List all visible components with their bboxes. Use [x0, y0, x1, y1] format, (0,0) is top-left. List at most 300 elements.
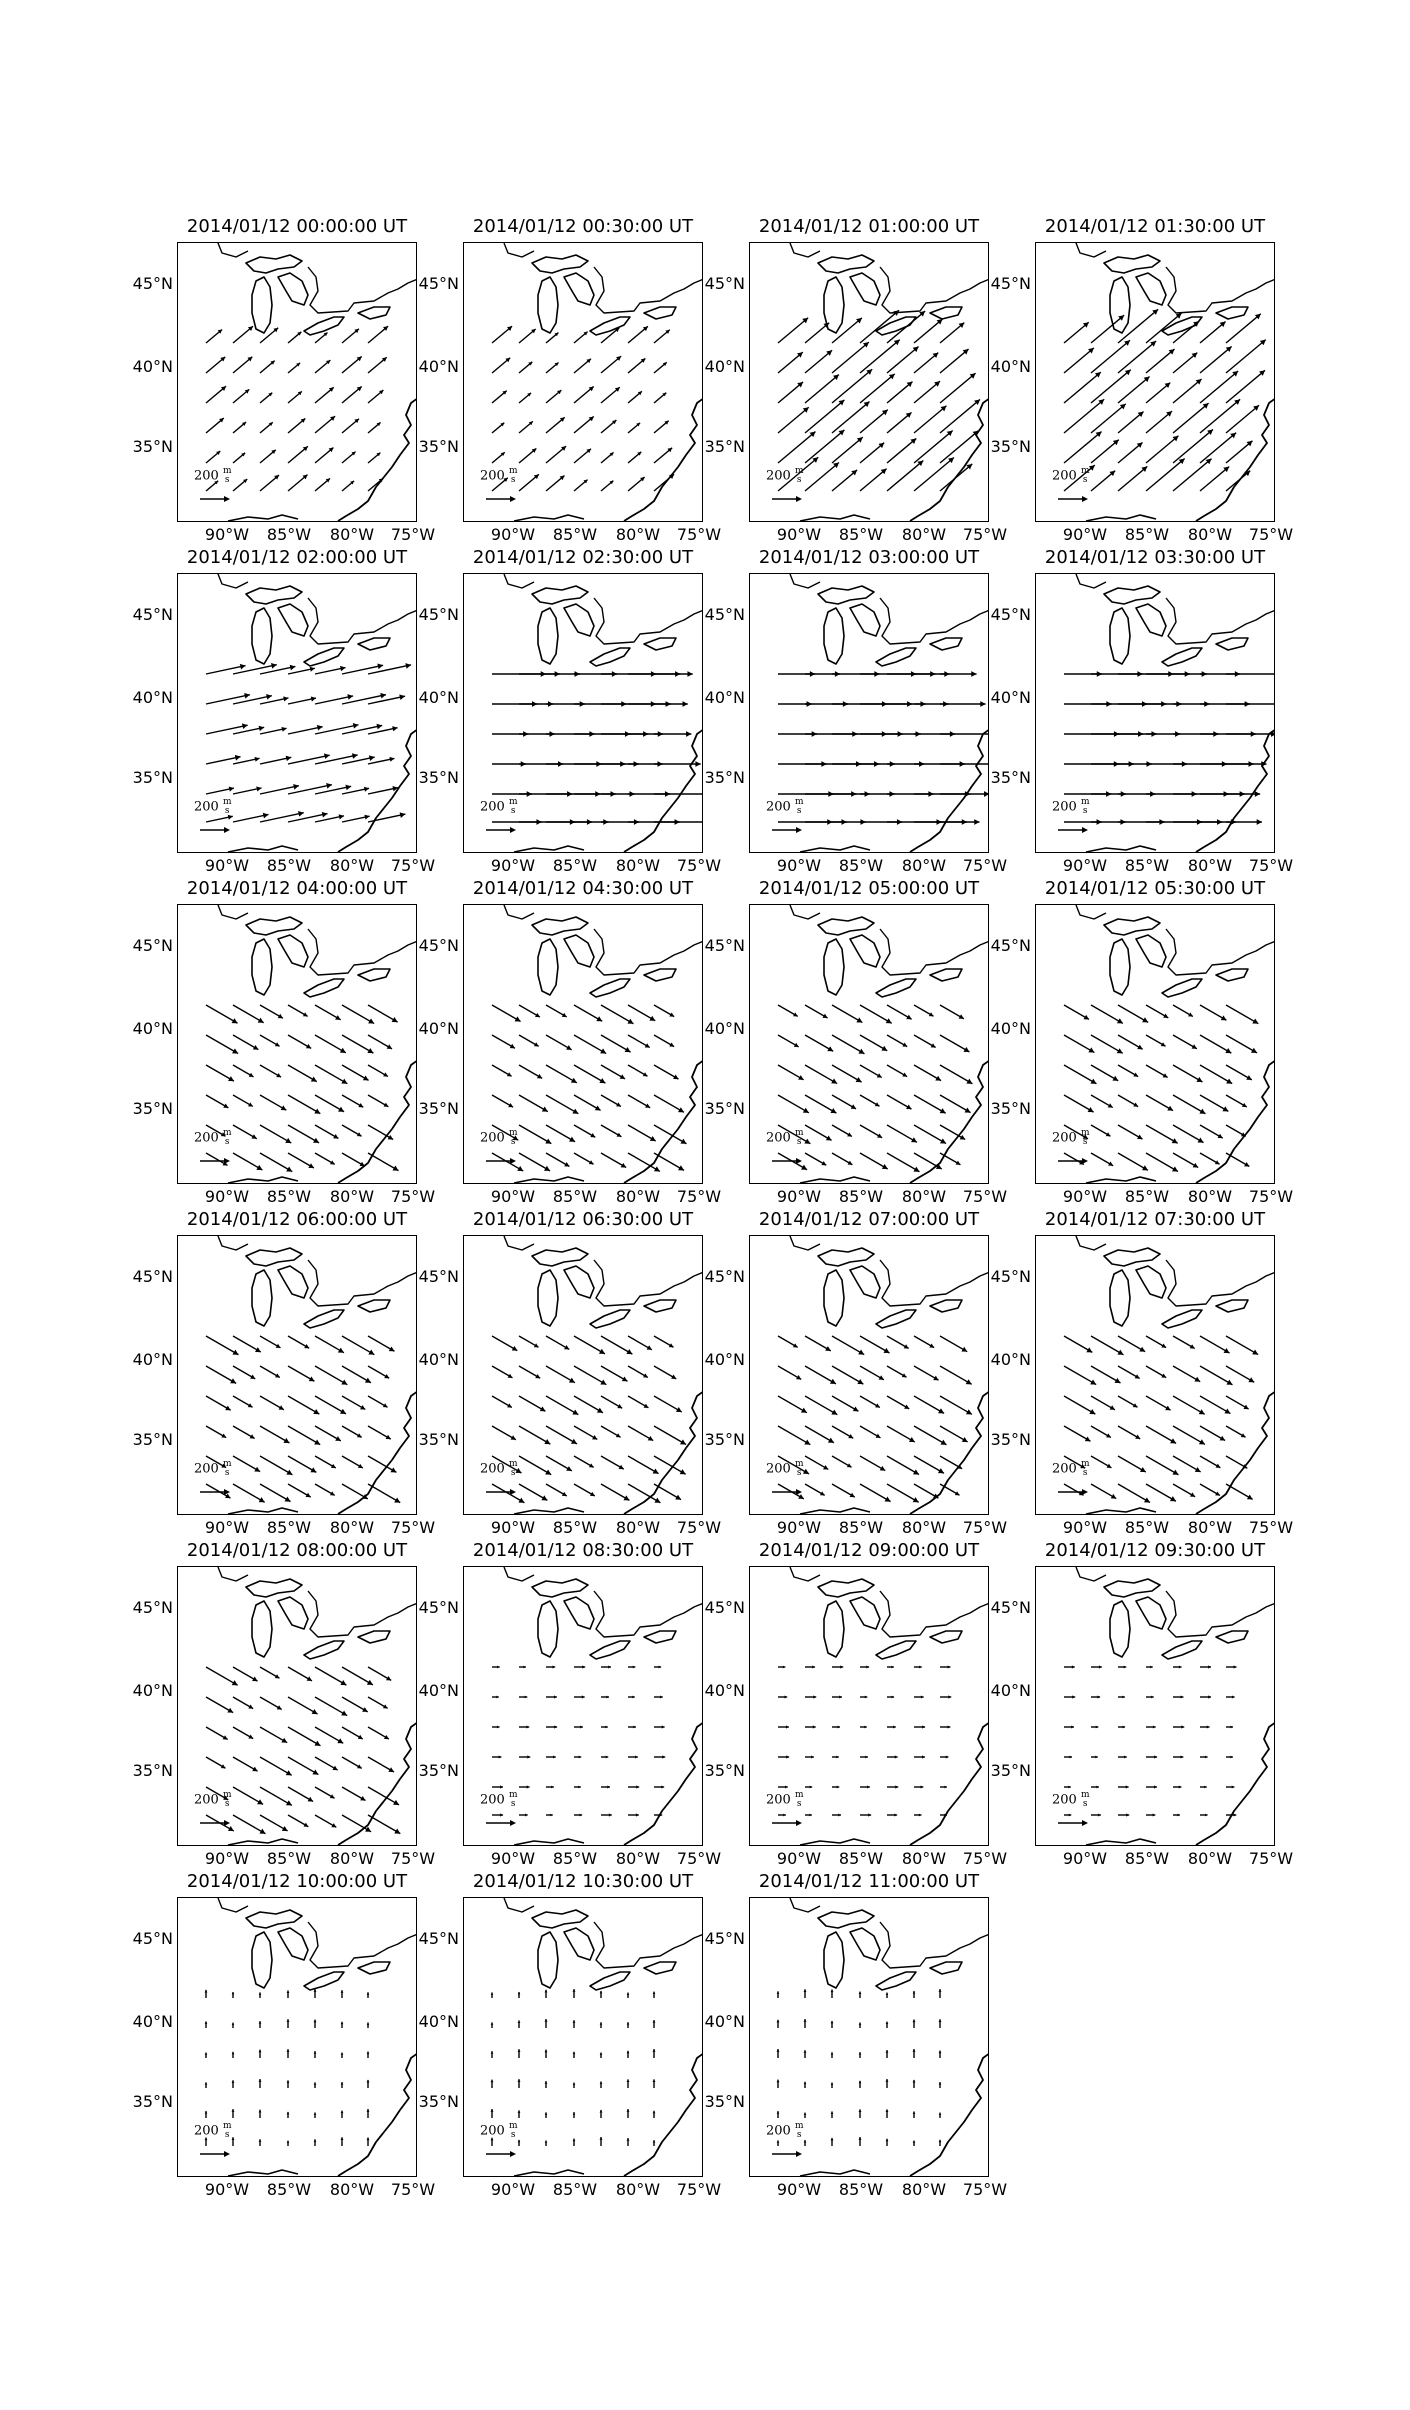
scale-label: [766, 2122, 804, 2140]
lon-tick-label: 90°W: [490, 2180, 536, 2199]
scale-unit-den: s: [510, 2130, 516, 2140]
scale-value: 200: [194, 468, 219, 484]
wind-vector-head: [859, 2081, 862, 2084]
wind-vector-head: [259, 2079, 262, 2082]
wind-vector: [288, 1125, 319, 1143]
coastline: [1196, 1391, 1275, 1514]
wind-vector-head: [895, 1785, 898, 1788]
wind-vector: [805, 1065, 837, 1084]
wind-vector-head: [518, 2049, 521, 2052]
lon-tick-label: 80°W: [615, 525, 661, 544]
scale-unit: [1081, 467, 1090, 485]
wind-vector: [315, 1667, 346, 1685]
lake-outline: [1104, 1579, 1160, 1597]
lake-outline: [644, 1300, 676, 1312]
scale-label: [766, 1460, 804, 1478]
lon-tick-label: 75°W: [962, 2180, 1008, 2199]
lon-tick-label: 75°W: [390, 525, 436, 544]
wind-vector-head: [290, 665, 296, 671]
land-border: [218, 1236, 417, 1306]
lake-outline: [644, 1631, 676, 1643]
wind-vector: [940, 1396, 972, 1414]
lake-outline: [818, 1910, 874, 1928]
wind-vector: [206, 1336, 238, 1355]
wind-vector-head: [376, 724, 382, 730]
lon-tick-label: 90°W: [490, 1518, 536, 1537]
wind-vector-head: [1095, 1756, 1097, 1759]
lake-outline: [850, 604, 880, 636]
panel-title: 2014/01/12 09:00:00 UT: [758, 1540, 980, 1561]
lake-outline: [876, 648, 916, 666]
wind-vector-head: [1096, 1726, 1099, 1729]
wind-vector-head: [287, 2049, 290, 2052]
scale-unit: [223, 467, 232, 485]
wind-vector-head: [259, 2050, 262, 2053]
scale-value: 200: [480, 2123, 505, 2139]
lat-tick-label: 45°N: [990, 605, 1031, 624]
land-border: [790, 1898, 989, 1968]
gulf-coastline: [514, 846, 584, 852]
lat-tick-label: 45°N: [418, 1598, 459, 1617]
scale-label: [766, 1129, 804, 1147]
scale-value: 200: [766, 1461, 791, 1477]
scale-value: 200: [766, 1792, 791, 1808]
scale-unit-den: s: [796, 1468, 802, 1478]
scale-value: 200: [1052, 799, 1077, 815]
wind-vector: [260, 1153, 292, 1172]
lat-tick-label: 35°N: [418, 1430, 459, 1449]
lake-outline: [538, 939, 558, 995]
wind-vector-head: [891, 1666, 893, 1669]
wind-vector-head: [777, 1991, 780, 1993]
wind-vector-head: [573, 2112, 576, 2114]
wind-vector-head: [314, 2051, 317, 2053]
wind-vector-head: [232, 2080, 235, 2083]
scale-unit: [223, 1460, 232, 1478]
wind-vector: [368, 814, 405, 822]
lat-tick-label: 35°N: [704, 1099, 745, 1118]
lake-outline: [824, 608, 844, 664]
wind-vector-head: [785, 1785, 788, 1788]
wind-vector-head: [659, 1666, 662, 1669]
wind-vector: [546, 1095, 578, 1114]
scale-unit-num: m: [794, 2121, 804, 2131]
wind-vector: [832, 1336, 864, 1355]
scale-arrow-head: [796, 827, 802, 833]
panel-title: 2014/01/12 00:30:00 UT: [472, 216, 694, 237]
lon-tick-label: 75°W: [390, 1849, 436, 1868]
lat-tick-label: 45°N: [418, 605, 459, 624]
wind-vector: [1200, 467, 1229, 491]
scale-unit-den: s: [510, 475, 516, 485]
wind-vector-head: [864, 1726, 866, 1729]
wind-vector: [368, 1153, 398, 1171]
lat-tick-label: 35°N: [418, 2092, 459, 2111]
scale-arrow-head: [510, 1489, 516, 1495]
lon-tick-label: 75°W: [676, 1187, 722, 1206]
lake-outline: [1216, 638, 1248, 650]
map-panel: [749, 1897, 989, 2177]
wind-vector-head: [984, 791, 989, 797]
lon-tick-label: 90°W: [1062, 1187, 1108, 1206]
wind-vector-head: [1177, 1814, 1179, 1817]
wind-vector: [260, 1456, 292, 1475]
lake-outline: [824, 939, 844, 995]
lake-outline: [564, 935, 594, 967]
scale-arrow-head: [796, 496, 802, 502]
wind-vector-head: [662, 1725, 665, 1728]
lat-tick-label: 40°N: [418, 688, 459, 707]
wind-vector-head: [367, 2109, 370, 2112]
scale-label: [194, 1791, 232, 1809]
lake-outline: [818, 255, 874, 273]
scale-label: [480, 2122, 518, 2140]
scale-unit: [223, 1791, 232, 1809]
wind-vector: [233, 1005, 264, 1023]
lon-tick-label: 90°W: [776, 1849, 822, 1868]
wind-vector-head: [1124, 1756, 1127, 1759]
wind-vector-head: [627, 2022, 630, 2024]
lake-outline: [538, 1601, 558, 1657]
lon-tick-label: 90°W: [490, 525, 536, 544]
lake-outline: [850, 935, 880, 967]
wind-vector-head: [886, 2109, 889, 2112]
panel-title: 2014/01/12 07:30:00 UT: [1044, 1209, 1266, 1230]
lon-tick-label: 80°W: [615, 856, 661, 875]
lat-tick-label: 45°N: [132, 605, 173, 624]
wind-vector-head: [922, 1725, 925, 1728]
wind-vector: [315, 1697, 347, 1716]
lon-tick-label: 75°W: [962, 525, 1008, 544]
map-panel: [1035, 1566, 1275, 1846]
lat-tick-label: 40°N: [418, 2012, 459, 2031]
wind-vector-head: [341, 2137, 344, 2140]
lake-outline: [246, 1910, 302, 1928]
scale-unit: [509, 2122, 518, 2140]
lake-outline: [252, 1601, 272, 1657]
coastline: [910, 2053, 989, 2176]
lon-tick-label: 85°W: [266, 1849, 312, 1868]
wind-vector-head: [314, 2082, 317, 2084]
wind-vector-head: [831, 2138, 834, 2141]
wind-vector-head: [341, 1990, 344, 1993]
wind-vector: [546, 1426, 577, 1444]
gulf-coastline: [1086, 846, 1156, 852]
map-panel: [463, 1566, 703, 1846]
coastline: [624, 398, 703, 521]
wind-vector-head: [886, 2050, 889, 2053]
wind-vector: [1226, 370, 1265, 403]
wind-vector-head: [1123, 1726, 1126, 1729]
wind-vector-head: [545, 2019, 548, 2022]
scale-arrow-head: [796, 1158, 802, 1164]
lon-tick-label: 80°W: [901, 856, 947, 875]
wind-vector-head: [607, 1786, 610, 1789]
wind-vector-head: [804, 2050, 807, 2053]
scale-unit-den: s: [796, 2130, 802, 2140]
lat-tick-label: 35°N: [990, 1099, 1031, 1118]
wind-vector: [805, 1366, 836, 1384]
wind-vector-head: [811, 1756, 814, 1759]
scale-unit: [1081, 1791, 1090, 1809]
wind-vector-head: [367, 2080, 370, 2083]
lake-outline: [644, 638, 676, 650]
lon-tick-label: 85°W: [552, 856, 598, 875]
lat-tick-label: 35°N: [990, 437, 1031, 456]
wind-vector-head: [859, 1992, 862, 1994]
scale-unit-num: m: [222, 1790, 232, 1800]
scale-unit-den: s: [796, 1799, 802, 1809]
scale-unit-num: m: [222, 797, 232, 807]
gulf-coastline: [514, 1508, 584, 1514]
wind-vector-head: [804, 2082, 807, 2084]
wind-vector-head: [1068, 1786, 1070, 1789]
scale-unit: [795, 1791, 804, 1809]
lon-tick-label: 85°W: [838, 525, 884, 544]
wind-vector-head: [838, 1814, 841, 1817]
wind-vector-head: [282, 727, 287, 732]
lake-outline: [304, 979, 344, 997]
wind-vector: [1091, 1336, 1123, 1355]
land-border: [504, 1567, 703, 1637]
wind-vector: [1173, 1396, 1205, 1414]
wind-vector: [805, 350, 832, 373]
lake-outline: [818, 1579, 874, 1597]
scale-value: 200: [1052, 1792, 1077, 1808]
lon-tick-label: 75°W: [676, 856, 722, 875]
wind-vector: [206, 1005, 238, 1023]
scale-value: 200: [194, 2123, 219, 2139]
wind-vector-head: [786, 1755, 789, 1758]
wind-vector-head: [1233, 1813, 1236, 1816]
wind-vector-head: [1181, 1755, 1184, 1758]
wind-vector: [940, 373, 976, 403]
lon-tick-label: 80°W: [329, 1849, 375, 1868]
gulf-coastline: [1086, 1839, 1156, 1845]
gulf-coastline: [514, 1839, 584, 1845]
wind-vector-head: [653, 1992, 656, 1994]
wind-vector-head: [525, 1814, 528, 1817]
scale-label: [480, 1129, 518, 1147]
wind-vector: [342, 1667, 373, 1685]
gulf-coastline: [800, 1839, 870, 1845]
lon-tick-label: 80°W: [329, 1187, 375, 1206]
lon-tick-label: 80°W: [615, 2180, 661, 2199]
wind-vector-head: [314, 2020, 317, 2023]
map-panel: [463, 242, 703, 522]
scale-label: [480, 1791, 518, 1809]
scale-arrow-head: [510, 1820, 516, 1826]
wind-vector-head: [777, 2111, 780, 2113]
wind-vector: [778, 407, 809, 433]
lon-tick-label: 85°W: [1124, 1518, 1170, 1537]
land-border: [218, 1898, 417, 1968]
scale-value: 200: [480, 799, 505, 815]
lake-outline: [278, 604, 308, 636]
lake-outline: [246, 255, 302, 273]
wind-vector-head: [1072, 1695, 1075, 1698]
lake-outline: [930, 307, 962, 319]
wind-vector: [805, 375, 839, 403]
lon-tick-label: 90°W: [1062, 1849, 1108, 1868]
wind-vector-head: [867, 1785, 870, 1788]
scale-unit: [1081, 798, 1090, 816]
wind-vector-head: [600, 2053, 603, 2055]
wind-vector-head: [913, 1991, 916, 1993]
lake-outline: [1110, 608, 1130, 664]
lat-tick-label: 35°N: [704, 1761, 745, 1780]
scale-unit-num: m: [1080, 1790, 1090, 1800]
lon-tick-label: 85°W: [1124, 1187, 1170, 1206]
wind-vector-head: [913, 2111, 916, 2113]
lat-tick-label: 45°N: [418, 1929, 459, 1948]
wind-vector-head: [1230, 1756, 1232, 1759]
wind-vector-head: [886, 1993, 889, 1995]
wind-vector-head: [573, 2139, 576, 2142]
wind-vector: [206, 1667, 238, 1685]
lon-tick-label: 80°W: [901, 1187, 947, 1206]
land-border: [1076, 243, 1275, 313]
land-border: [504, 1898, 703, 1968]
wind-vector-head: [293, 784, 299, 790]
scale-arrow-head: [224, 1158, 230, 1164]
lake-outline: [850, 273, 880, 305]
wind-vector: [1173, 1426, 1205, 1444]
wind-vector: [914, 319, 942, 343]
lake-outline: [252, 277, 272, 333]
wind-vector: [940, 464, 972, 491]
wind-vector-head: [232, 2109, 235, 2112]
wind-vector-head: [813, 1695, 816, 1698]
gulf-coastline: [228, 1839, 298, 1845]
lat-tick-label: 35°N: [704, 1430, 745, 1449]
wind-vector-head: [1232, 1786, 1235, 1789]
wind-vector: [654, 1125, 686, 1144]
lake-outline: [278, 935, 308, 967]
lake-outline: [930, 638, 962, 650]
lake-outline: [876, 317, 916, 335]
panel-title: 2014/01/12 05:00:00 UT: [758, 878, 980, 899]
lake-outline: [1104, 255, 1160, 273]
wind-vector-head: [939, 2051, 942, 2054]
scale-arrow-head: [1082, 1158, 1088, 1164]
wind-vector-head: [554, 1725, 557, 1728]
scale-arrow-head: [510, 496, 516, 502]
wind-vector: [778, 1426, 810, 1445]
wind-vector-head: [600, 1991, 603, 1994]
wind-vector: [1118, 466, 1147, 491]
scale-unit-den: s: [1082, 475, 1088, 485]
scale-label: [1052, 1791, 1090, 1809]
wind-vector-head: [804, 2113, 807, 2115]
wind-vector-head: [1151, 1696, 1154, 1699]
wind-vector-head: [367, 2023, 370, 2025]
lake-outline: [1104, 917, 1160, 935]
scale-unit-den: s: [224, 1137, 230, 1147]
wind-vector-head: [244, 693, 250, 699]
wind-vector-head: [491, 2080, 494, 2083]
wind-vector: [260, 1484, 291, 1502]
wind-vector-head: [573, 2052, 576, 2054]
wind-vector: [940, 349, 969, 373]
scale-arrow-head: [1082, 827, 1088, 833]
land-border: [790, 574, 989, 644]
wind-vector: [805, 1396, 837, 1415]
wind-vector-head: [948, 1665, 951, 1668]
lon-tick-label: 75°W: [390, 1187, 436, 1206]
wind-vector-head: [518, 2110, 521, 2113]
lat-tick-label: 35°N: [704, 768, 745, 787]
coastline: [624, 1722, 703, 1845]
wind-vector-head: [205, 2021, 208, 2023]
lon-tick-label: 80°W: [1187, 525, 1233, 544]
lon-tick-label: 75°W: [390, 856, 436, 875]
wind-vector-head: [1126, 1785, 1129, 1788]
wind-vector-head: [1071, 1725, 1074, 1728]
wind-vector: [519, 1125, 551, 1144]
lat-tick-label: 45°N: [704, 936, 745, 955]
wind-vector-head: [263, 813, 269, 819]
wind-vector-head: [232, 2052, 235, 2054]
wind-vector: [492, 1484, 524, 1503]
scale-unit-num: m: [508, 1790, 518, 1800]
lat-tick-label: 35°N: [418, 437, 459, 456]
lake-outline: [246, 917, 302, 935]
land-border: [790, 243, 989, 313]
wind-vector-head: [777, 2080, 780, 2083]
lake-outline: [930, 1300, 962, 1312]
coastline: [624, 2053, 703, 2176]
wind-vector-head: [919, 1666, 922, 1669]
wind-vector-head: [600, 2022, 603, 2024]
lat-tick-label: 45°N: [132, 1267, 173, 1286]
wind-vector-head: [310, 667, 315, 672]
wind-vector-head: [240, 664, 246, 670]
wind-vector-head: [865, 1696, 868, 1699]
scale-unit-num: m: [794, 797, 804, 807]
scale-label: [194, 2122, 232, 2140]
wind-vector-head: [804, 1989, 807, 1992]
lon-tick-label: 90°W: [1062, 1518, 1108, 1537]
lon-tick-label: 90°W: [204, 856, 250, 875]
land-border: [218, 905, 417, 975]
wind-vector-head: [1154, 1785, 1157, 1788]
wind-vector-head: [551, 1786, 554, 1789]
wind-vector-head: [326, 783, 332, 789]
lon-tick-label: 80°W: [901, 2180, 947, 2199]
panel-title: 2014/01/12 03:00:00 UT: [758, 547, 980, 568]
lon-tick-label: 75°W: [962, 1187, 1008, 1206]
wind-vector-head: [606, 1756, 609, 1759]
scale-unit: [509, 1460, 518, 1478]
coastline: [338, 1060, 417, 1183]
scale-unit-num: m: [508, 2121, 518, 2131]
lake-outline: [532, 1579, 588, 1597]
wind-vector-head: [314, 2139, 317, 2141]
gulf-coastline: [1086, 1177, 1156, 1183]
coastline: [624, 1060, 703, 1183]
map-panel: [177, 1566, 417, 1846]
map-panel: [177, 1897, 417, 2177]
scale-unit: [509, 1791, 518, 1809]
land-border: [504, 574, 703, 644]
lake-outline: [1104, 1248, 1160, 1266]
gulf-coastline: [514, 2170, 584, 2176]
lon-tick-label: 85°W: [266, 525, 312, 544]
land-border: [504, 243, 703, 313]
wind-vector: [368, 1815, 400, 1834]
wind-vector: [832, 342, 869, 373]
